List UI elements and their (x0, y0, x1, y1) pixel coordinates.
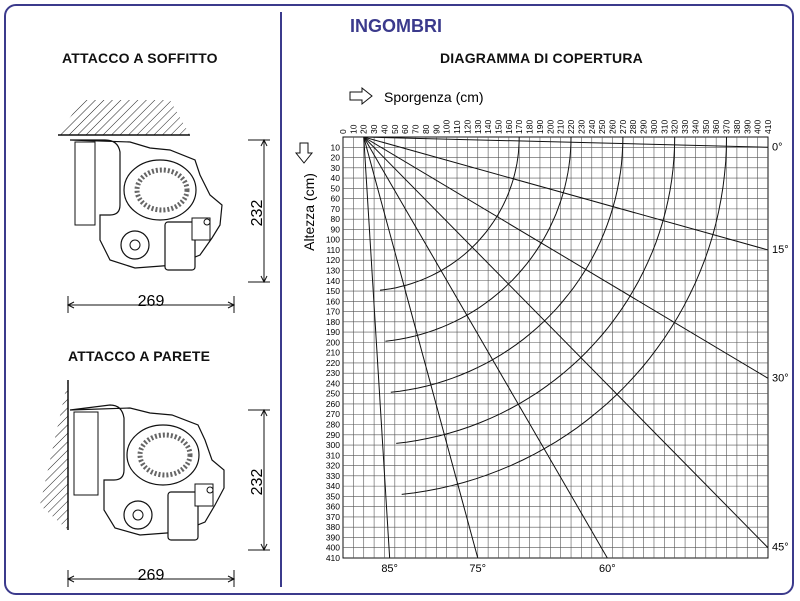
y-tick-label: 90 (330, 224, 340, 235)
coverage-diagram-title: DIAGRAMMA DI COPERTURA (440, 50, 643, 66)
x-tick-label: 20 (358, 124, 369, 134)
x-tick-label: 340 (690, 119, 701, 134)
y-tick-label: 80 (330, 214, 340, 225)
x-tick-label: 290 (638, 119, 649, 134)
x-tick-label: 310 (659, 119, 670, 134)
y-tick-label: 340 (325, 481, 340, 492)
y-tick-label: 390 (325, 532, 340, 543)
outline-down-arrow-icon (296, 143, 312, 163)
radius-arc (391, 137, 623, 392)
y-tick-label: 100 (325, 234, 340, 245)
y-tick-label: 130 (325, 265, 340, 276)
y-tick-label: 370 (325, 511, 340, 522)
y-tick-label: 140 (325, 275, 340, 286)
x-tick-label: 140 (483, 119, 494, 134)
y-tick-label: 50 (330, 183, 340, 194)
y-tick-label: 330 (325, 470, 340, 481)
angle-label: 85° (381, 563, 398, 575)
angle-label: 0° (772, 141, 783, 154)
x-tick-label: 0 (338, 129, 348, 134)
y-tick-label: 160 (325, 296, 340, 307)
x-tick-label: 180 (524, 119, 535, 134)
y-tick-label: 220 (325, 357, 340, 368)
y-tick-label: 320 (325, 460, 340, 471)
y-tick-label: 170 (325, 306, 340, 317)
y-tick-label: 410 (325, 553, 340, 563)
y-axis-label: Altezza (cm) (301, 173, 317, 251)
x-tick-label: 240 (586, 119, 597, 134)
x-tick-label: 50 (389, 124, 400, 134)
x-tick-label: 260 (607, 119, 618, 134)
x-tick-label: 190 (534, 119, 545, 134)
y-tick-label: 120 (325, 255, 340, 266)
x-tick-label: 370 (721, 119, 732, 134)
x-tick-label: 320 (669, 119, 680, 134)
y-tick-label: 310 (325, 450, 340, 461)
y-tick-label: 60 (330, 193, 340, 204)
ceiling-height-label: 232 (249, 199, 266, 227)
x-tick-label: 120 (462, 119, 473, 134)
x-tick-label: 360 (711, 119, 722, 134)
y-tick-label: 210 (325, 347, 340, 358)
outline-right-arrow-icon (350, 88, 372, 104)
wall-height-label: 232 (249, 468, 266, 496)
wall-hatch (40, 380, 68, 530)
x-tick-label: 100 (441, 119, 452, 134)
angle-ray (364, 137, 768, 250)
y-tick-label: 280 (325, 419, 340, 430)
y-tick-label: 180 (325, 316, 340, 327)
y-tick-label: 150 (325, 286, 340, 297)
angle-ray (364, 137, 390, 558)
x-tick-label: 90 (431, 124, 442, 134)
y-tick-label: 380 (325, 522, 340, 533)
angle-labels (381, 141, 788, 575)
x-tick-label: 70 (410, 124, 421, 134)
y-tick-label: 230 (325, 368, 340, 379)
x-tick-label: 30 (369, 124, 380, 134)
y-tick-label: 400 (325, 542, 340, 553)
y-tick-label: 350 (325, 491, 340, 502)
x-tick-label: 220 (566, 119, 577, 134)
diagram-grid (343, 137, 768, 558)
ceiling-mount-title: ATTACCO A SOFFITTO (62, 50, 218, 66)
x-tick-label: 210 (555, 119, 566, 134)
y-tick-label: 70 (330, 203, 340, 214)
y-tick-label: 30 (330, 162, 340, 173)
x-tick-label: 230 (576, 119, 587, 134)
angle-label: 60° (599, 563, 616, 575)
angle-label: 30° (772, 372, 789, 385)
y-tick-label: 300 (325, 440, 340, 451)
x-tick-label: 60 (400, 124, 411, 134)
x-tick-label: 80 (420, 124, 431, 134)
y-tick-label: 40 (330, 173, 340, 184)
x-tick-label: 390 (742, 119, 753, 134)
x-axis-label: Sporgenza (cm) (384, 89, 484, 105)
x-tick-label: 150 (493, 119, 504, 134)
x-tick-label: 280 (628, 119, 639, 134)
x-tick-label: 330 (680, 119, 691, 134)
y-tick-labels (326, 142, 340, 563)
angle-ray (364, 137, 768, 147)
x-tick-label: 170 (514, 119, 525, 134)
x-tick-label: 300 (648, 119, 659, 134)
page-title: INGOMBRI (350, 16, 442, 36)
x-tick-label: 380 (731, 119, 742, 134)
ceiling-width-label: 269 (137, 293, 165, 310)
y-tick-label: 240 (325, 378, 340, 389)
wall-width-label: 269 (137, 567, 165, 584)
radius-arc (396, 137, 675, 443)
x-tick-label: 40 (379, 124, 390, 134)
y-tick-label: 250 (325, 388, 340, 399)
angle-label: 75° (469, 563, 487, 575)
wall-mount-title: ATTACCO A PARETE (68, 348, 211, 364)
ceiling-hatch (58, 100, 190, 135)
angle-label: 45° (772, 541, 789, 554)
y-tick-label: 200 (325, 337, 340, 348)
x-tick-label: 350 (700, 119, 711, 134)
x-tick-label: 10 (348, 124, 359, 134)
y-tick-label: 290 (325, 429, 340, 440)
y-tick-label: 270 (325, 409, 340, 420)
y-tick-label: 360 (325, 501, 340, 512)
y-tick-label: 110 (326, 244, 340, 255)
ceiling-mount-drawing (58, 100, 222, 270)
x-tick-label: 160 (503, 119, 514, 134)
x-tick-label: 130 (472, 119, 483, 134)
grid-border (343, 137, 768, 558)
angle-ray (364, 137, 478, 558)
x-tick-label: 250 (597, 119, 608, 134)
x-tick-label: 410 (763, 119, 773, 134)
y-tick-label: 190 (325, 327, 340, 338)
x-tick-label: 270 (617, 119, 628, 134)
x-tick-labels (338, 120, 773, 134)
y-tick-label: 260 (325, 398, 340, 409)
x-tick-label: 110 (452, 120, 463, 134)
y-tick-label: 10 (330, 142, 340, 153)
x-tick-label: 400 (752, 119, 763, 134)
y-tick-label: 20 (330, 152, 340, 163)
angle-rays (364, 137, 768, 558)
angle-label: 15° (772, 243, 789, 256)
diagram-axis-titles (296, 88, 484, 251)
x-tick-label: 200 (545, 119, 556, 134)
wall-mount-drawing (40, 380, 224, 540)
